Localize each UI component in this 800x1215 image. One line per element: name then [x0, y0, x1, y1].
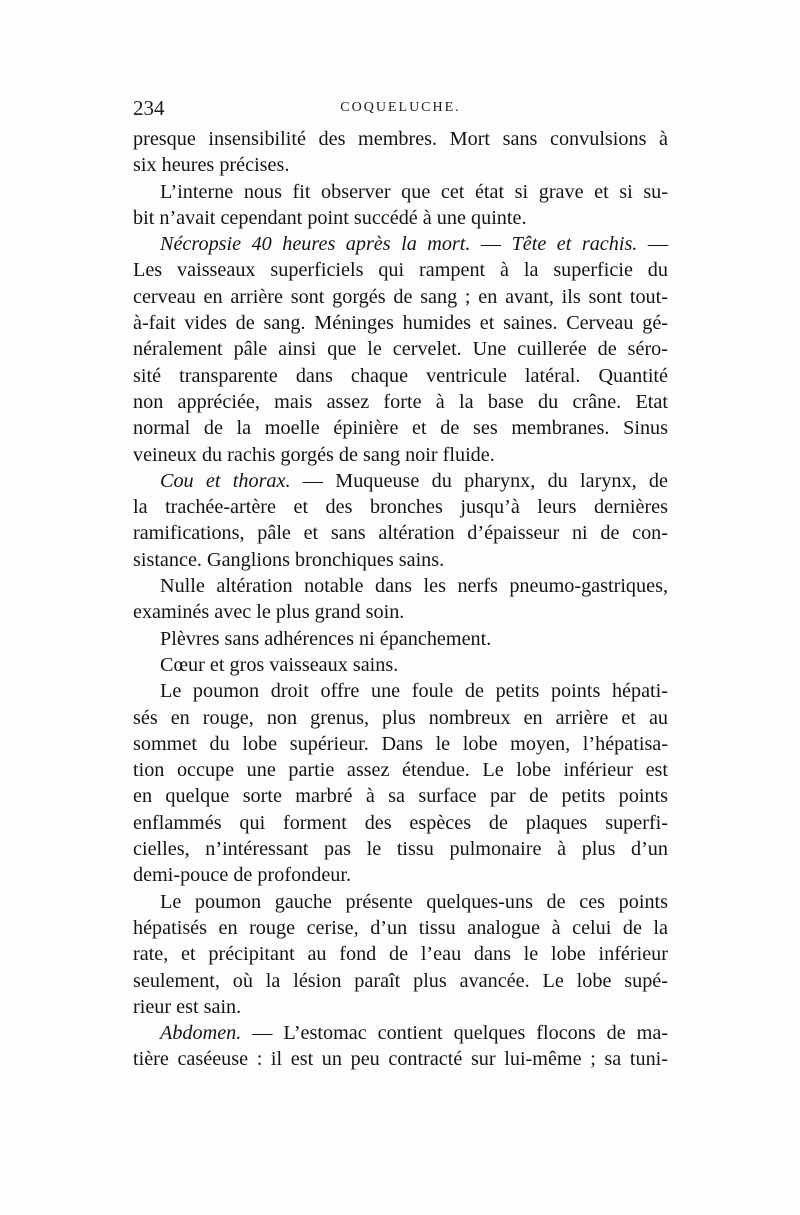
text-line: à-fait vides de sang. Méninges humides et saines. Cerveau gé-	[133, 312, 668, 335]
text-line: Nulle altération notable dans les nerfs pneumo-gastriques,	[160, 575, 668, 598]
italic-heading: Nécropsie 40 heures après la mort.	[160, 233, 471, 256]
text-line: sité transparente dans chaque ventricule latéral. Quantité	[133, 364, 668, 387]
text-segment: —	[637, 233, 669, 256]
text-line: enflammés qui forment des espèces de plaques superfi-	[133, 811, 668, 834]
italic-heading: Abdomen.	[160, 1022, 242, 1045]
text-line: Le poumon gauche présente quelques-uns de ces points	[160, 890, 668, 913]
text-line: six heures précises.	[133, 154, 290, 177]
text-line: demi-pouce de profondeur.	[133, 864, 352, 887]
text-line	[133, 468, 668, 494]
text-segment: — L’estomac contient quelques flocons de ma-	[241, 1022, 668, 1045]
text-line: néralement pâle ainsi que le cervelet. Une cuillerée de séro-	[133, 338, 668, 361]
text-segment: —	[470, 233, 512, 256]
text-line: cerveau en arrière sont gorgés de sang ; en avant, ils sont tout-	[133, 285, 668, 308]
text-line: hépatisés en rouge cerise, d’un tissu analogue à celui de la	[133, 916, 668, 939]
text-line: tion occupe une partie assez étendue. Le lobe inférieur est	[133, 759, 668, 782]
text-line: presque insensibilité des membres. Mort sans convulsions à	[133, 128, 668, 150]
text-line: seulement, où la lésion paraît plus avancée. Le lobe supé-	[133, 969, 668, 992]
text-line: ramifications, pâle et sans altération d’épaisseur ni de con-	[133, 522, 668, 545]
text-line: bit n’avait cependant point succédé à une quinte.	[133, 206, 527, 229]
text-line: sés en rouge, non grenus, plus nombreux en arrière et au	[133, 706, 668, 729]
text-line: examinés avec le plus grand soin.	[133, 601, 405, 624]
text-segment: — Muqueuse du pharynx, du larynx, de	[290, 469, 668, 492]
running-title: COQUELUCHE.	[340, 100, 461, 115]
text-line	[133, 231, 668, 257]
running-head	[133, 96, 668, 126]
text-line: rate, et précipitant au fond de l’eau dans le lobe inférieur	[133, 943, 668, 966]
text-line: L’interne nous fit observer que cet état si grave et si su-	[160, 180, 668, 203]
page-number: 234	[133, 96, 165, 120]
text-line: veineux du rachis gorgés de sang noir fluide.	[133, 443, 495, 466]
text-line: normal de la moelle épinière et de ses membranes. Sinus	[133, 417, 668, 440]
text-line: Plèvres sans adhérences ni épanchement.	[160, 627, 492, 650]
body-text	[133, 126, 668, 1073]
text-line: en quelque sorte marbré à sa surface par de petits points	[133, 785, 668, 808]
text-line: la trachée-artère et des bronches jusqu’à leurs dernières	[133, 496, 668, 519]
text-line: sommet du lobe supérieur. Dans le lobe moyen, l’hépatisa-	[133, 732, 668, 755]
text-line: rieur est sain.	[133, 995, 242, 1018]
text-line	[133, 1020, 668, 1046]
text-line: Les vaisseaux superficiels qui rampent à la superficie du	[133, 259, 668, 282]
text-line: non appréciée, mais assez forte à la base du crâne. Etat	[133, 390, 668, 413]
text-line: cielles, n’intéressant pas le tissu pulmonaire à plus d’un	[133, 838, 668, 861]
text-line: Le poumon droit offre une foule de petits points hépati-	[160, 680, 668, 703]
text-line: tière caséeuse : il est un peu contracté sur lui-même ; sa tuni-	[133, 1048, 668, 1071]
italic-heading: Tête et rachis.	[511, 233, 638, 256]
text-line: Cœur et gros vaisseaux sains.	[160, 653, 399, 676]
italic-heading: Cou et thorax.	[160, 469, 291, 492]
text-line: sistance. Ganglions bronchiques sains.	[133, 548, 445, 571]
